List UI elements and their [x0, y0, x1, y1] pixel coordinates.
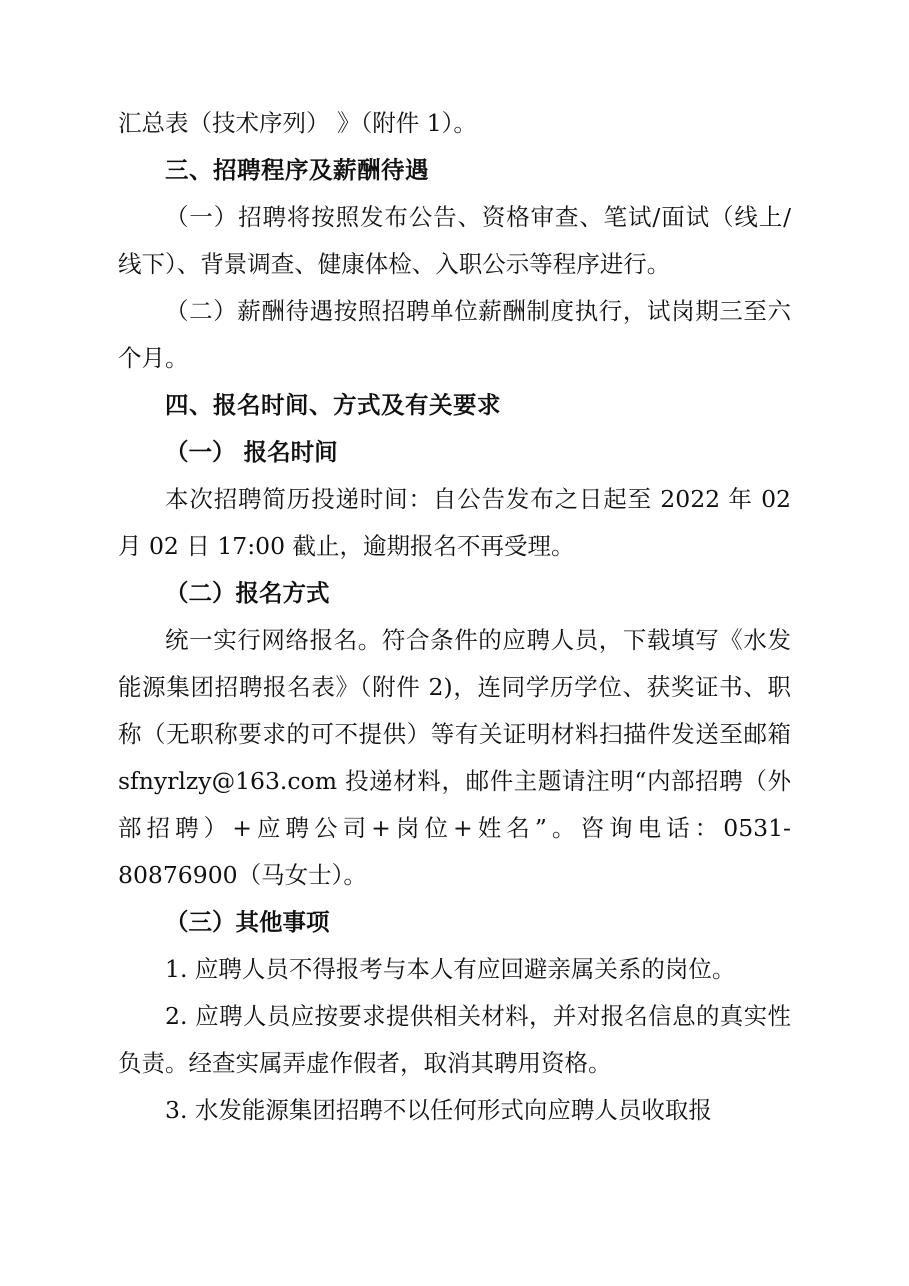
paragraph-summary-table-continuation: 汇总表（技术序列） 》（附件 1）。 — [118, 109, 477, 137]
paragraph-4-1-body: 本次招聘简历投递时间：自公告发布之日起至 2022 年 02 月 02 日 17:00 截止，逾期报名不再受理。 — [118, 485, 791, 560]
paragraph-3-1: （一）招聘将按照发布公告、资格审查、笔试/面试（线上/线下）、背景调查、健康体检、入职公示等程序进行。 — [118, 203, 791, 278]
paragraph-4-3-item-2: 2. 应聘人员应按要求提供相关材料，并对报名信息的真实性负责。经查实属弄虚作假者，取消其聘用资格。 — [118, 1002, 791, 1077]
heading-section-four: 四、报名时间、方式及有关要求 — [165, 391, 501, 419]
paragraph-3-2: （二）薪酬待遇按照招聘单位薪酬制度执行，试岗期三至六个月。 — [118, 297, 791, 372]
heading-section-three: 三、招聘程序及薪酬待遇 — [165, 156, 429, 184]
subheading-4-3: （三）其他事项 — [165, 908, 330, 936]
subheading-4-2: （二）报名方式 — [165, 579, 330, 607]
paragraph-4-2-body: 统一实行网络报名。符合条件的应聘人员，下载填写《水发能源集团招聘报名表》（附件 2)，连同学历学位、获奖证书、职称（无职称要求的可不提供）等有关证明材料扫描件发送至邮箱 sfnyrlzy@163.com 投递材料，邮件主题请注明“内部招聘（外部招聘）+应聘公司+岗位+姓名”。咨询电话：0531-80876900（马女士）。 — [118, 626, 791, 889]
subheading-4-1: （一） 报名时间 — [165, 438, 338, 466]
paragraph-4-3-item-1: 1. 应聘人员不得报考与本人有应回避亲属关系的岗位。 — [165, 955, 736, 983]
document-body — [118, 100, 791, 1134]
paragraph-4-3-item-3: 3. 水发能源集团招聘不以任何形式向应聘人员收取报 — [165, 1096, 712, 1124]
